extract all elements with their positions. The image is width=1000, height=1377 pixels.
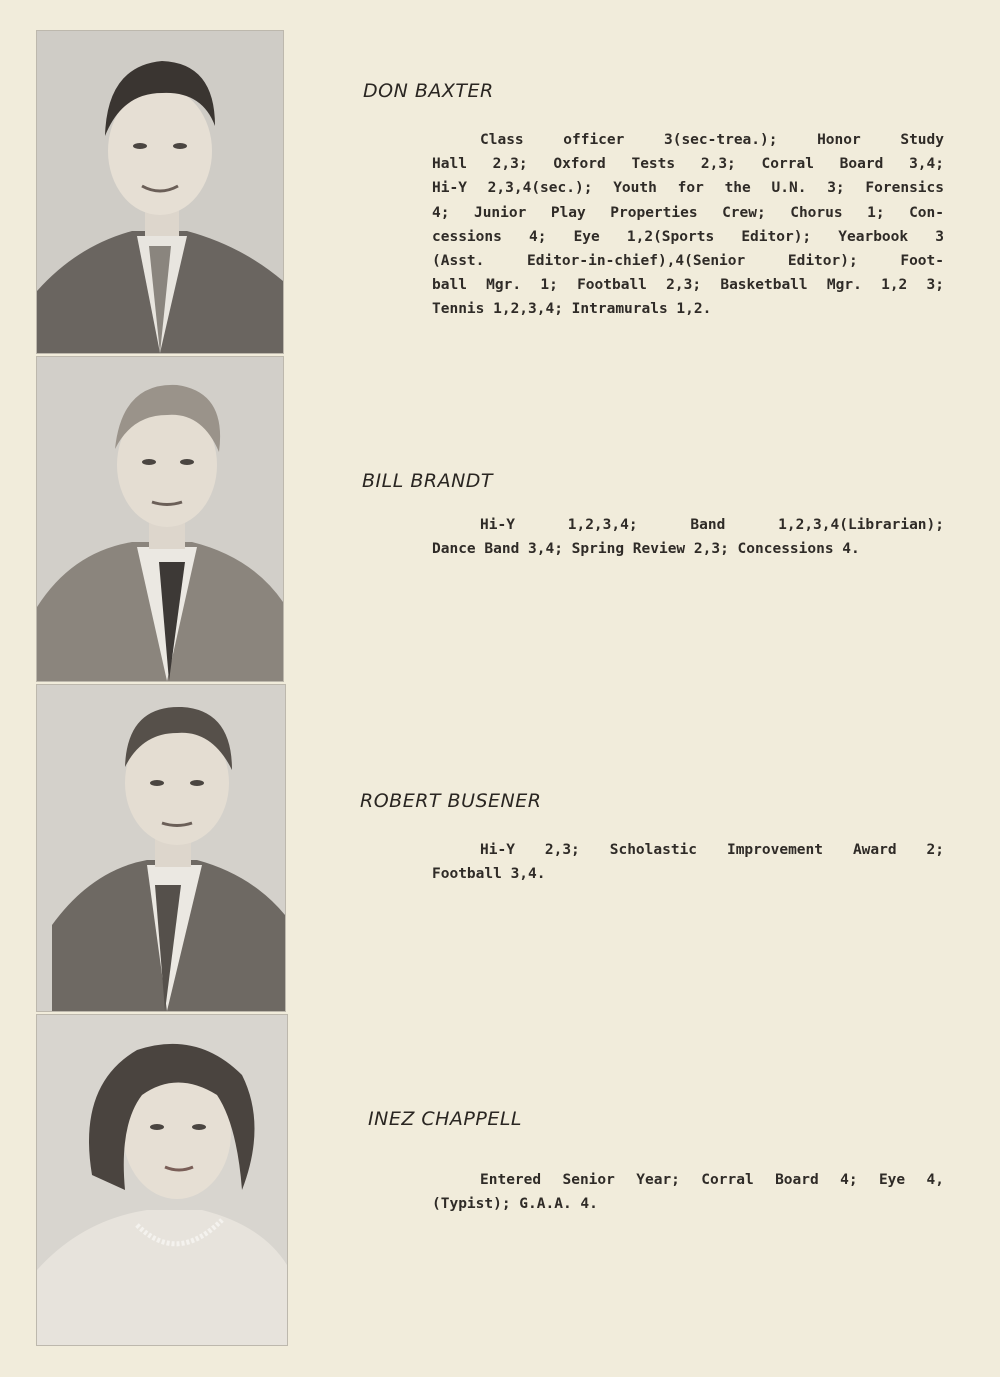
activities-line: ball Mgr. 1; Football 2,3; Basketball Mgr. 1,2 3; xyxy=(432,277,944,294)
student-name: INEZ CHAPPELL xyxy=(368,1108,523,1130)
student-name: DON BAXTER xyxy=(363,80,494,102)
activities-line: Hi-Y 1,2,3,4; Band 1,2,3,4(Librarian); xyxy=(480,517,944,533)
activities-line: Hi-Y 2,3; Scholastic Improvement Award 2; xyxy=(480,842,944,858)
activities-line: Tennis 1,2,3,4; Intramurals 1,2. xyxy=(432,301,712,318)
portrait-boy-icon xyxy=(37,685,285,1011)
student-activities xyxy=(432,838,944,886)
activities-line: Hi-Y 2,3,4(sec.); Youth for the U.N. 3; Forensics xyxy=(432,180,944,197)
student-activities xyxy=(432,128,944,322)
portrait-boy-icon xyxy=(37,357,283,681)
portrait-boy-icon xyxy=(37,31,283,353)
student-photo-bill-brandt xyxy=(36,356,284,682)
activities-line: (Typist); G.A.A. 4. xyxy=(432,1196,598,1213)
student-photo-don-baxter xyxy=(36,30,284,354)
activities-line: 4; Junior Play Properties Crew; Chorus 1; Con- xyxy=(432,204,944,221)
activities-line: Class officer 3(sec-trea.); Honor Study xyxy=(480,132,944,148)
activities-line: cessions 4; Eye 1,2(Sports Editor); Yearbook 3 xyxy=(432,228,944,245)
student-photo-inez-chappell xyxy=(36,1014,288,1346)
student-activities xyxy=(432,513,944,561)
student-name: ROBERT BUSENER xyxy=(360,790,542,812)
student-photo-robert-busener xyxy=(36,684,286,1012)
student-name: BILL BRANDT xyxy=(362,470,494,492)
activities-line: Hall 2,3; Oxford Tests 2,3; Corral Board 3,4; xyxy=(432,156,944,173)
activities-line: Football 3,4. xyxy=(432,866,546,883)
activities-line: Dance Band 3,4; Spring Review 2,3; Concessions 4. xyxy=(432,541,860,558)
student-activities xyxy=(432,1168,944,1216)
activities-line: (Asst. Editor-in-chief),4(Senior Editor); Foot- xyxy=(432,253,944,270)
portrait-girl-icon xyxy=(37,1015,287,1345)
activities-line: Entered Senior Year; Corral Board 4; Eye 4, xyxy=(480,1172,944,1188)
